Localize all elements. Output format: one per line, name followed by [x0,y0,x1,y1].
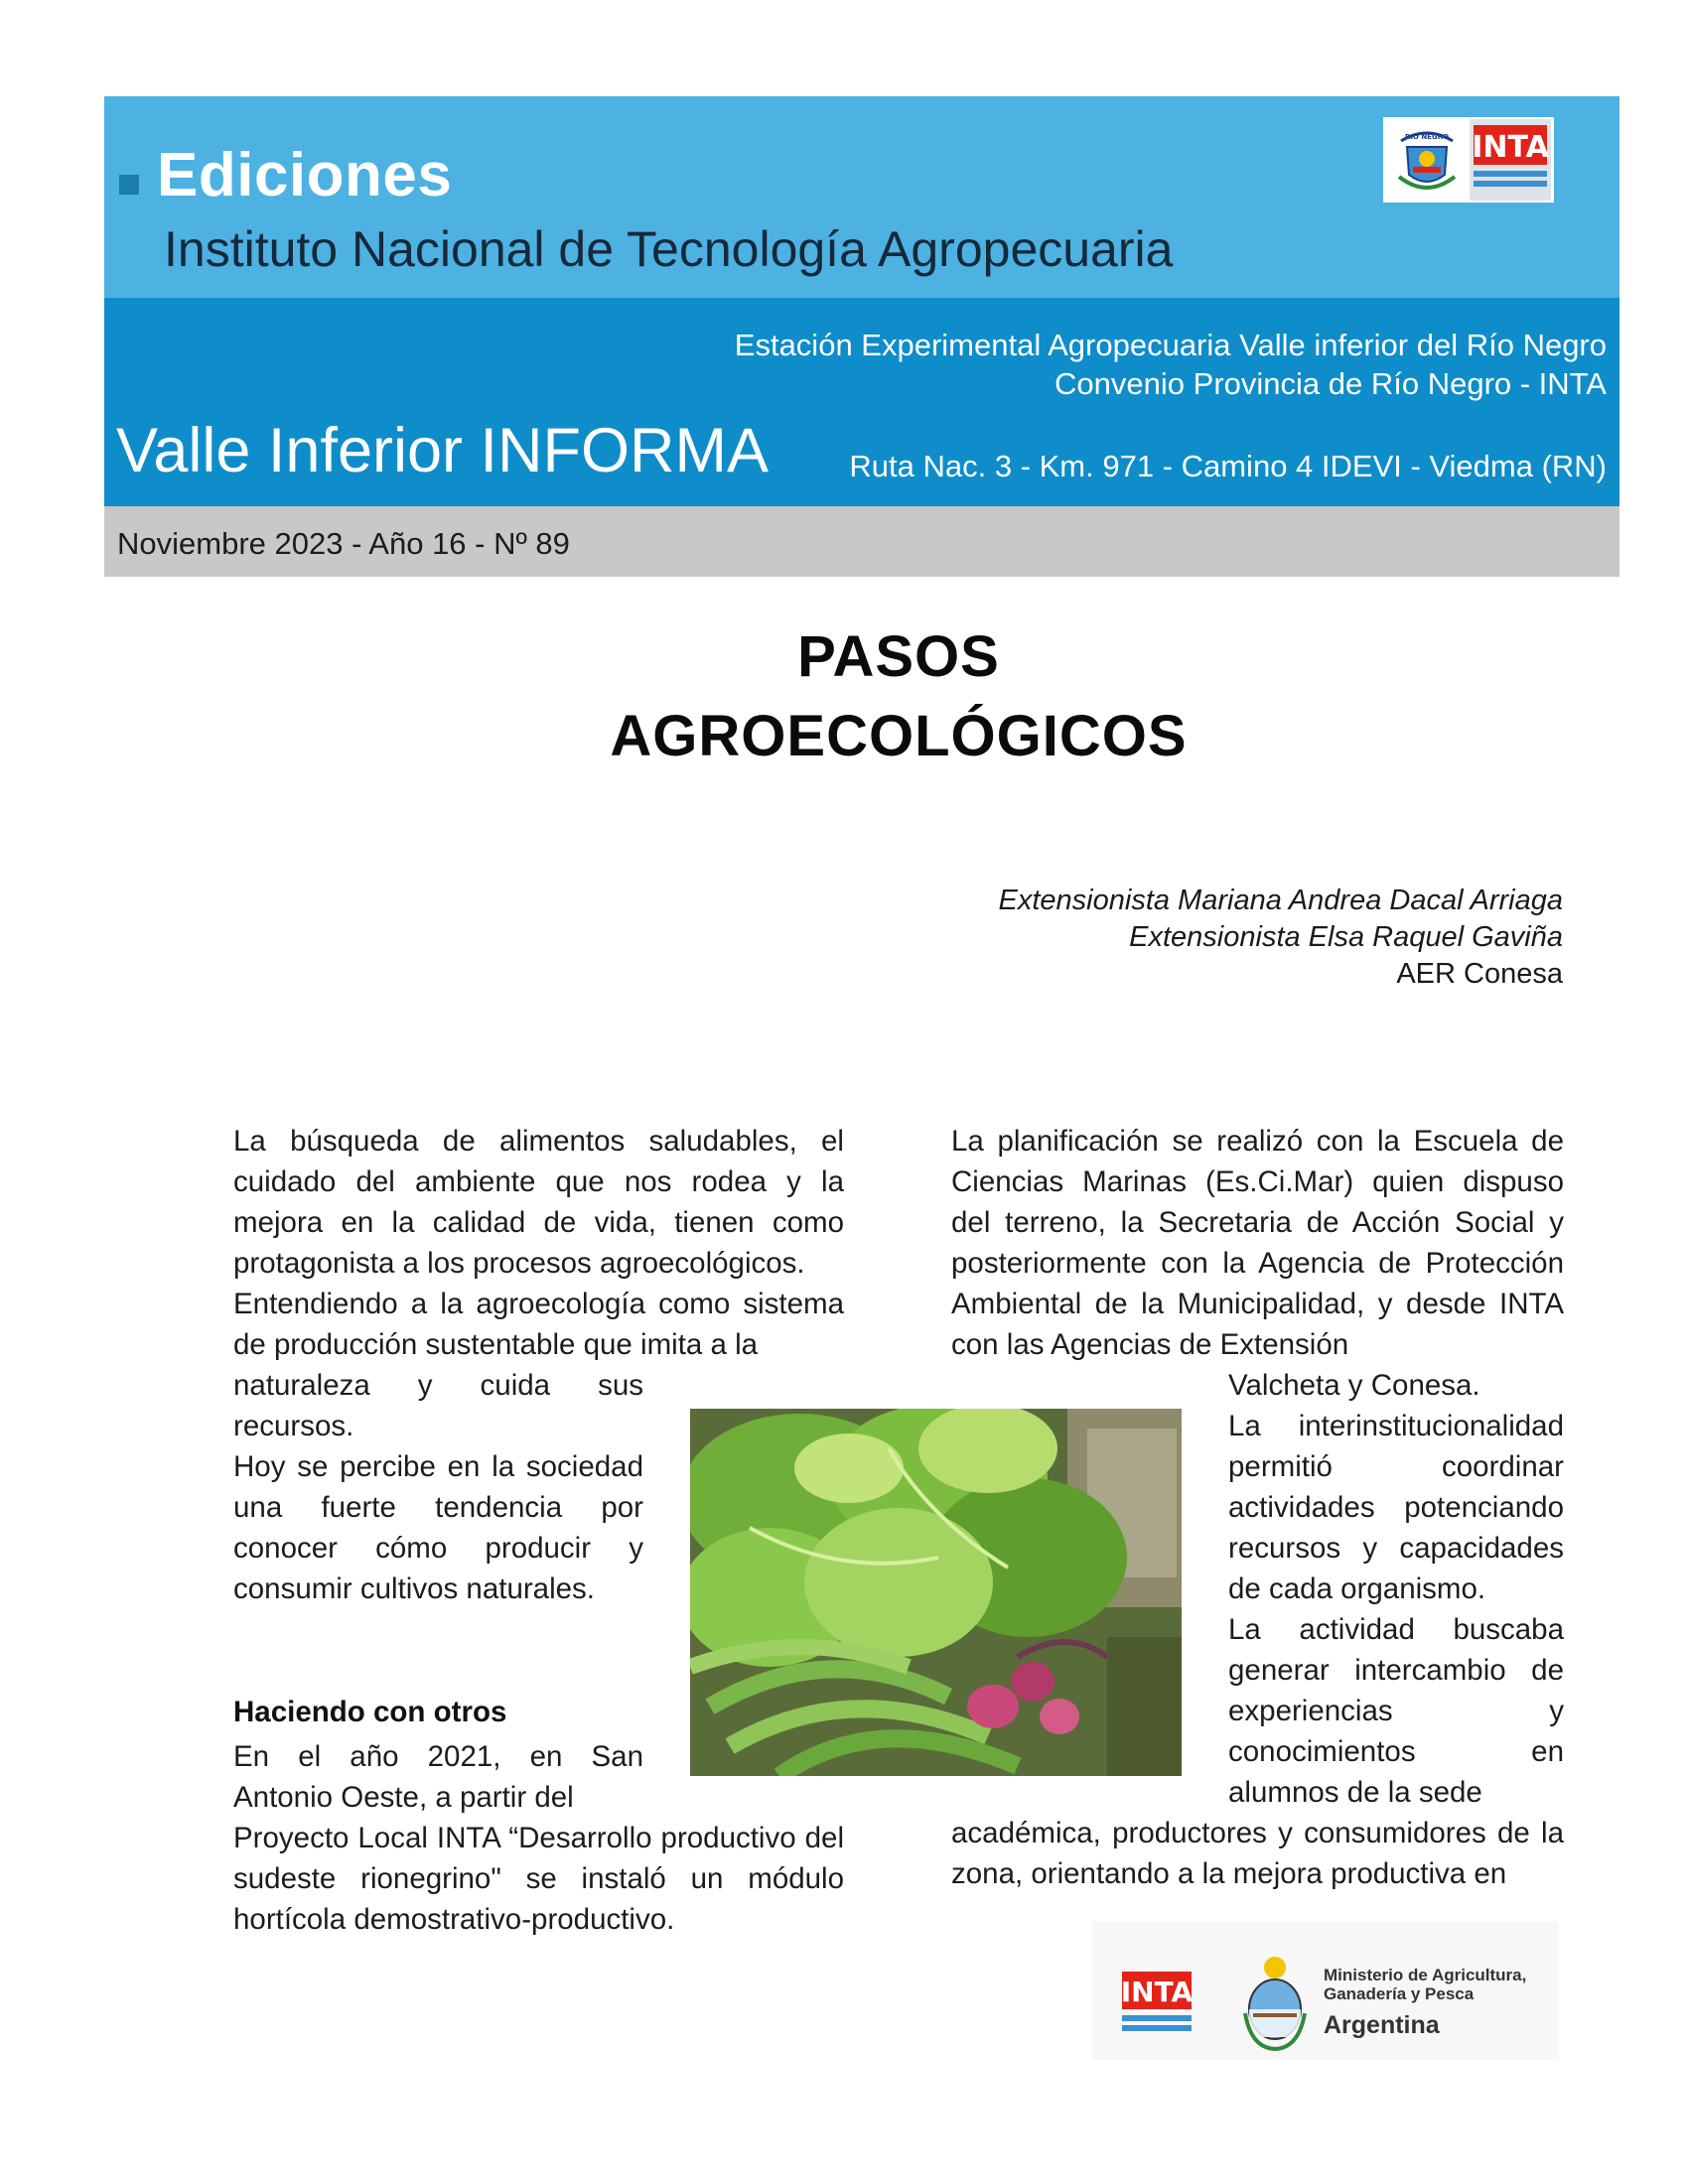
left-column-bottom [233,1818,844,1940]
article-title-line-2: AGROECOLÓGICOS [610,704,1188,768]
country-name: Argentina [1324,2011,1440,2039]
rio-negro-logo-icon [1387,119,1467,201]
paragraph: La actividad buscaba generar intercambio de experiencias y conocimientos en alumnos de la sede [1228,1613,1564,1809]
station-info [735,326,1607,403]
publication-title: Valle Inferior INFORMA [116,416,769,485]
paragraph: Entendiendo a la agroecología como sistema de producción sustentable que imita a la [233,1288,844,1361]
series-label: Ediciones [157,141,453,209]
argentina-coat-of-arms-icon [1241,1954,1309,2053]
inta-footer-text: INTA [1120,1976,1194,2008]
inta-logo-text: INTA [1472,130,1549,165]
paragraph: naturaleza y cuida sus recursos. [233,1369,643,1442]
author-1: Extensionista Mariana Andrea Dacal Arriaga [998,885,1563,916]
left-column-top [233,1121,844,1365]
paragraph: Hoy se percibe en la sociedad una fuerte tendencia por conocer cómo producir y consumir cultivos naturales. [233,1450,643,1605]
paragraph: La búsqueda de alimentos saludables, el cuidado del ambiente que nos rodea y la mejora en la calidad de vida, tienen como protagonista a los procesos agroecológicos. [233,1125,844,1280]
ministry-name [1324,1966,1526,2003]
inta-logo-header [1470,119,1551,201]
right-column-bottom [951,1813,1564,1894]
station-line-1: Estación Experimental Agropecuaria Valle inferior del Río Negro [734,328,1607,362]
authors-block [999,883,1563,993]
paragraph: La interinstitucionalidad permitió coordinar actividades potenciando recursos y capacidades de cada organismo. [1228,1410,1564,1605]
article-title-line-1: PASOS [797,624,1000,689]
ministry-line-2: Ganadería y Pesca [1324,1984,1475,2003]
right-column-top [951,1121,1564,1365]
inta-logo-footer-icon [1120,1970,1194,2039]
paragraph: Proyecto Local INTA “Desarrollo productivo del sudeste rionegrino" se instaló un módulo hortícola demostrativo-productivo. [233,1822,844,1936]
paragraph: académica, productores y consumidores de la zona, orientando a la mejora productiva en [951,1817,1564,1890]
rio-negro-logo-text: RIO NEGRO [1404,133,1450,141]
article-title [0,617,1688,776]
paragraph: Valcheta y Conesa. [1228,1369,1480,1402]
right-column-wrap [1228,1365,1564,1813]
paragraph: La planificación se realizó con la Escuela de Ciencias Marinas (Es.Ci.Mar) quien dispuso del terreno, la Secretaria de Acción Social y posteriormente con la Agencia de Protección Ambiental de la Municipalidad, y desde INTA con las Agencias de Extensión [951,1125,1564,1361]
left-column-section [233,1736,643,1818]
author-2: Extensionista Elsa Raquel Gaviña [1129,921,1563,953]
vegetables-photo [690,1409,1182,1776]
institution-name: Instituto Nacional de Tecnología Agropecuaria [164,221,1174,277]
ministry-line-1: Ministerio de Agricultura, [1324,1966,1527,1984]
issue-date: Noviembre 2023 - Año 16 - Nº 89 [117,526,570,561]
paragraph: En el año 2021, en San Antonio Oeste, a partir del [233,1740,643,1814]
bullet-square-icon [119,175,139,195]
author-affiliation: AER Conesa [1396,958,1563,990]
section-heading: Haciendo con otros [233,1696,507,1728]
station-line-2: Convenio Provincia de Río Negro - INTA [1055,366,1607,401]
left-column-wrap [233,1365,643,1609]
station-address: Ruta Nac. 3 - Km. 971 - Camino 4 IDEVI - Viedma (RN) [849,449,1607,483]
